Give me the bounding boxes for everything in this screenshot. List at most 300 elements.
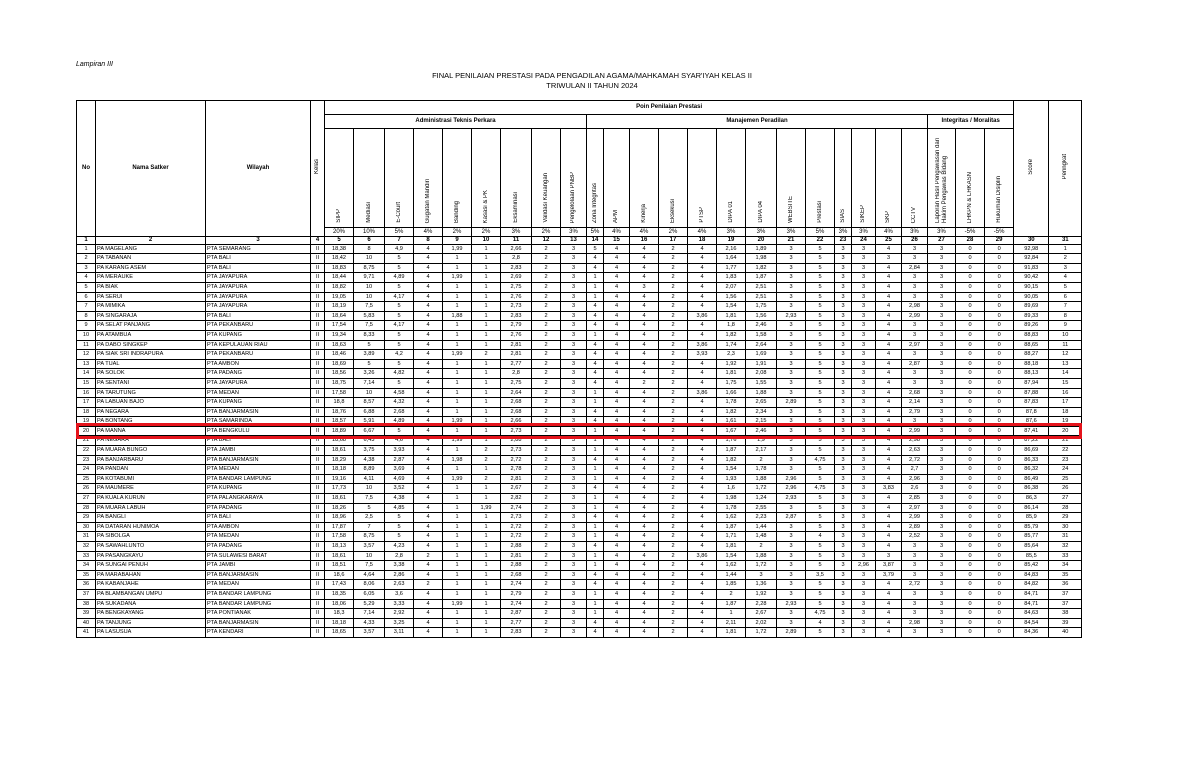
criteria-value: 3 bbox=[561, 494, 587, 504]
satker-name: PA SINGARAJA bbox=[96, 311, 206, 321]
criteria-value: 4 bbox=[604, 474, 630, 484]
criteria-value: 4 bbox=[414, 263, 443, 273]
criteria-value: 1 bbox=[472, 599, 501, 609]
score: 86,32 bbox=[1014, 465, 1049, 475]
criteria-value: 4 bbox=[688, 398, 717, 408]
criteria-value: 2,65 bbox=[746, 398, 777, 408]
criteria-header: WEBSITE bbox=[777, 129, 806, 228]
criteria-value: 19,05 bbox=[325, 292, 354, 302]
criteria-value: 0 bbox=[956, 388, 985, 398]
criteria-value: 5 bbox=[385, 340, 414, 350]
wilayah: PTA PEKANBARU bbox=[206, 321, 311, 331]
criteria-value: 3 bbox=[561, 513, 587, 523]
criteria-value: 2,77 bbox=[501, 618, 532, 628]
criteria-value: 1,99 bbox=[472, 503, 501, 513]
criteria-value: 4 bbox=[414, 609, 443, 619]
criteria-value: 4 bbox=[688, 561, 717, 571]
kelas: II bbox=[311, 599, 325, 609]
criteria-value: 2,51 bbox=[746, 282, 777, 292]
criteria-value: 3 bbox=[561, 532, 587, 542]
criteria-value: 2 bbox=[659, 446, 688, 456]
criteria-value: 1,75 bbox=[717, 378, 746, 388]
criteria-value: 2,66 bbox=[501, 244, 532, 254]
wilayah: PTA PADANG bbox=[206, 542, 311, 552]
criteria-value: 3 bbox=[777, 503, 806, 513]
criteria-value: 1 bbox=[587, 532, 604, 542]
criteria-value: 3 bbox=[928, 580, 956, 590]
criteria-value: 2 bbox=[532, 589, 561, 599]
criteria-value: 1,87 bbox=[746, 273, 777, 283]
criteria-value: 2 bbox=[532, 263, 561, 273]
criteria-value: 7,5 bbox=[354, 302, 385, 312]
criteria-header: Mediasi bbox=[354, 129, 385, 228]
criteria-value: 18,46 bbox=[325, 350, 354, 360]
criteria-value: 3 bbox=[835, 426, 852, 436]
criteria-value: 4 bbox=[604, 609, 630, 619]
criteria-value: 4 bbox=[414, 369, 443, 379]
criteria-value: 3 bbox=[777, 561, 806, 571]
criteria-value: 3 bbox=[928, 263, 956, 273]
criteria-value: 4 bbox=[414, 455, 443, 465]
kelas: II bbox=[311, 628, 325, 638]
criteria-value: 3 bbox=[835, 551, 852, 561]
criteria-value: 3 bbox=[852, 446, 876, 456]
criteria-value: 2,86 bbox=[385, 570, 414, 580]
criteria-value: 2,16 bbox=[717, 244, 746, 254]
peringkat: 12 bbox=[1049, 350, 1082, 360]
satker-name: PA MAGELANG bbox=[96, 244, 206, 254]
criteria-value: 3,86 bbox=[688, 551, 717, 561]
criteria-value: 3 bbox=[777, 551, 806, 561]
criteria-value: 1 bbox=[443, 388, 472, 398]
criteria-value: 4 bbox=[604, 398, 630, 408]
criteria-value: 4 bbox=[587, 350, 604, 360]
criteria-value: 3 bbox=[852, 580, 876, 590]
criteria-value: 0 bbox=[956, 244, 985, 254]
peringkat: 11 bbox=[1049, 340, 1082, 350]
criteria-value: 4 bbox=[414, 532, 443, 542]
header-group-integritas: Integritas / Moralitas bbox=[928, 115, 1014, 129]
criteria-value: 3 bbox=[928, 321, 956, 331]
peringkat: 8 bbox=[1049, 311, 1082, 321]
criteria-value: 4 bbox=[604, 599, 630, 609]
criteria-value: 4 bbox=[604, 350, 630, 360]
criteria-value: 1 bbox=[443, 292, 472, 302]
criteria-value: 18,57 bbox=[325, 417, 354, 427]
criteria-value: 1 bbox=[443, 628, 472, 638]
criteria-value: 1,9 bbox=[746, 436, 777, 446]
criteria-value: 10 bbox=[354, 282, 385, 292]
criteria-value: 3 bbox=[777, 609, 806, 619]
criteria-value: 3 bbox=[852, 532, 876, 542]
criteria-value: 3 bbox=[561, 503, 587, 513]
criteria-value: 4,38 bbox=[354, 455, 385, 465]
wilayah: PTA JAMBI bbox=[206, 561, 311, 571]
criteria-value: 0 bbox=[985, 302, 1014, 312]
header-nama-satker: Nama Satker bbox=[96, 101, 206, 237]
header-wilayah: Wilayah bbox=[206, 101, 311, 237]
criteria-value: 2 bbox=[532, 484, 561, 494]
criteria-value: 3 bbox=[561, 417, 587, 427]
criteria-value: 2 bbox=[717, 589, 746, 599]
criteria-value: 2,74 bbox=[501, 599, 532, 609]
criteria-value: 3 bbox=[777, 330, 806, 340]
criteria-value: 3 bbox=[835, 561, 852, 571]
row-number: 18 bbox=[77, 407, 96, 417]
criteria-value: 2 bbox=[532, 273, 561, 283]
criteria-value: 3 bbox=[561, 340, 587, 350]
criteria-value: 0 bbox=[956, 484, 985, 494]
criteria-value: 5 bbox=[806, 407, 835, 417]
criteria-value: 3 bbox=[777, 465, 806, 475]
kelas: II bbox=[311, 417, 325, 427]
criteria-value: 3 bbox=[835, 282, 852, 292]
satker-name: PA TABANAN bbox=[96, 254, 206, 264]
criteria-value: 5 bbox=[806, 282, 835, 292]
criteria-value: 4 bbox=[876, 494, 902, 504]
criteria-value: 4 bbox=[876, 350, 902, 360]
col-number: 12 bbox=[532, 236, 561, 244]
criteria-value: 2,51 bbox=[746, 292, 777, 302]
table-row bbox=[77, 570, 1082, 580]
criteria-value: 4 bbox=[604, 561, 630, 571]
criteria-value: 4 bbox=[414, 446, 443, 456]
criteria-value: 2,96 bbox=[902, 474, 928, 484]
criteria-value: 2,81 bbox=[501, 340, 532, 350]
wilayah: PTA PADANG bbox=[206, 369, 311, 379]
criteria-value: 2,75 bbox=[501, 282, 532, 292]
criteria-value: 4 bbox=[630, 494, 659, 504]
row-number: 10 bbox=[77, 330, 96, 340]
criteria-value: 3 bbox=[561, 580, 587, 590]
criteria-value: 1 bbox=[472, 589, 501, 599]
criteria-value: 4,6 bbox=[385, 436, 414, 446]
criteria-weight: -5% bbox=[985, 227, 1014, 236]
criteria-value: 4 bbox=[630, 618, 659, 628]
criteria-value: 1,88 bbox=[746, 551, 777, 561]
criteria-value: 1 bbox=[472, 273, 501, 283]
criteria-value: 4 bbox=[414, 244, 443, 254]
criteria-value: 2,64 bbox=[746, 340, 777, 350]
criteria-value: 2 bbox=[532, 618, 561, 628]
criteria-value: 3 bbox=[928, 503, 956, 513]
criteria-value: 4 bbox=[604, 378, 630, 388]
criteria-value: 4 bbox=[414, 484, 443, 494]
criteria-value: 3 bbox=[928, 551, 956, 561]
criteria-value: 3 bbox=[902, 292, 928, 302]
criteria-value: 2,5 bbox=[354, 513, 385, 523]
criteria-value: 2,87 bbox=[501, 609, 532, 619]
criteria-value: 3 bbox=[928, 244, 956, 254]
criteria-value: 3 bbox=[928, 426, 956, 436]
criteria-value: 0 bbox=[956, 398, 985, 408]
criteria-value: 2 bbox=[532, 340, 561, 350]
satker-name: PA BANGLI bbox=[96, 513, 206, 523]
criteria-value: 18,83 bbox=[325, 263, 354, 273]
criteria-value: 2,79 bbox=[501, 589, 532, 599]
criteria-value: 4 bbox=[688, 369, 717, 379]
criteria-value: 4 bbox=[688, 436, 717, 446]
criteria-value: 1,72 bbox=[746, 628, 777, 638]
criteria-value: 4 bbox=[630, 513, 659, 523]
criteria-value: 0 bbox=[985, 542, 1014, 552]
criteria-value: 2,79 bbox=[902, 407, 928, 417]
criteria-value: 5 bbox=[806, 292, 835, 302]
wilayah: PTA BANJARMASIN bbox=[206, 455, 311, 465]
criteria-value: 1 bbox=[587, 551, 604, 561]
criteria-value: 4 bbox=[688, 244, 717, 254]
criteria-value: 3 bbox=[777, 273, 806, 283]
satker-name: PA MARABAHAN bbox=[96, 570, 206, 580]
criteria-value: 3 bbox=[777, 369, 806, 379]
criteria-value: 4,75 bbox=[806, 455, 835, 465]
criteria-value: 0 bbox=[956, 551, 985, 561]
criteria-value: 3 bbox=[928, 359, 956, 369]
criteria-value: 2,7 bbox=[902, 465, 928, 475]
criteria-value: 2 bbox=[659, 369, 688, 379]
criteria-value: 18,29 bbox=[325, 455, 354, 465]
col-number: 11 bbox=[501, 236, 532, 244]
criteria-value: 1 bbox=[443, 359, 472, 369]
criteria-value: 1 bbox=[472, 244, 501, 254]
satker-name: PA TANJUNG bbox=[96, 618, 206, 628]
criteria-value: 0 bbox=[985, 292, 1014, 302]
criteria-value: 2 bbox=[532, 330, 561, 340]
criteria-value: 6,05 bbox=[354, 589, 385, 599]
criteria-value: 4 bbox=[414, 292, 443, 302]
criteria-value: 8,57 bbox=[354, 398, 385, 408]
criteria-value: 3 bbox=[928, 532, 956, 542]
criteria-value: 1 bbox=[472, 302, 501, 312]
criteria-value: 4 bbox=[414, 321, 443, 331]
criteria-header: DIPA 04 bbox=[746, 129, 777, 228]
criteria-value: 4 bbox=[876, 599, 902, 609]
row-number: 12 bbox=[77, 350, 96, 360]
criteria-value: 2,63 bbox=[385, 580, 414, 590]
criteria-value: 3 bbox=[852, 340, 876, 350]
criteria-value: 3 bbox=[928, 273, 956, 283]
col-number: 9 bbox=[443, 236, 472, 244]
criteria-value: 2 bbox=[659, 330, 688, 340]
criteria-value: 1 bbox=[587, 292, 604, 302]
criteria-value: 2 bbox=[532, 254, 561, 264]
peringkat: 34 bbox=[1049, 561, 1082, 571]
criteria-value: 2 bbox=[472, 446, 501, 456]
criteria-value: 3 bbox=[777, 570, 806, 580]
criteria-value: 3 bbox=[902, 273, 928, 283]
col-number: 18 bbox=[688, 236, 717, 244]
criteria-value: 3 bbox=[852, 551, 876, 561]
criteria-value: 4 bbox=[688, 542, 717, 552]
criteria-value: 3 bbox=[835, 474, 852, 484]
score: 85,64 bbox=[1014, 542, 1049, 552]
criteria-value: 2,89 bbox=[902, 522, 928, 532]
criteria-value: 4 bbox=[876, 273, 902, 283]
criteria-value: 2,99 bbox=[902, 513, 928, 523]
satker-name: PA BLAMBANGAN UMPU bbox=[96, 589, 206, 599]
criteria-value: 5 bbox=[806, 311, 835, 321]
row-number: 2 bbox=[77, 254, 96, 264]
criteria-value: 1 bbox=[472, 465, 501, 475]
peringkat: 9 bbox=[1049, 321, 1082, 331]
criteria-value: 2,52 bbox=[902, 532, 928, 542]
criteria-value: 3 bbox=[928, 618, 956, 628]
criteria-value: 1 bbox=[472, 522, 501, 532]
criteria-value: 0 bbox=[956, 292, 985, 302]
kelas: II bbox=[311, 551, 325, 561]
peringkat: 5 bbox=[1049, 282, 1082, 292]
criteria-value: 4 bbox=[604, 455, 630, 465]
criteria-value: 5 bbox=[385, 302, 414, 312]
criteria-value: 3 bbox=[777, 359, 806, 369]
criteria-value: 3 bbox=[561, 570, 587, 580]
criteria-value: 3 bbox=[561, 484, 587, 494]
score: 92,98 bbox=[1014, 244, 1049, 254]
criteria-value: 3,75 bbox=[354, 446, 385, 456]
criteria-value: 4,58 bbox=[385, 388, 414, 398]
criteria-value: 2,87 bbox=[777, 513, 806, 523]
criteria-value: 4,11 bbox=[354, 474, 385, 484]
criteria-value: 3 bbox=[561, 561, 587, 571]
criteria-value: 3 bbox=[928, 388, 956, 398]
criteria-value: 2,72 bbox=[501, 522, 532, 532]
col-number: 29 bbox=[985, 236, 1014, 244]
criteria-value: 1,54 bbox=[717, 551, 746, 561]
criteria-header: LHKPN & LHKASN bbox=[956, 129, 985, 228]
criteria-value: 2,77 bbox=[501, 359, 532, 369]
row-number: 31 bbox=[77, 532, 96, 542]
criteria-value: 3 bbox=[928, 609, 956, 619]
kelas: II bbox=[311, 503, 325, 513]
satker-name: PA BONTANG bbox=[96, 417, 206, 427]
criteria-value: 5 bbox=[385, 513, 414, 523]
score: 85,79 bbox=[1014, 522, 1049, 532]
criteria-value: 3 bbox=[835, 254, 852, 264]
criteria-value: 1 bbox=[472, 609, 501, 619]
criteria-value: 1,99 bbox=[443, 474, 472, 484]
criteria-value: 3 bbox=[561, 378, 587, 388]
criteria-value: 4 bbox=[587, 628, 604, 638]
criteria-value: 6,43 bbox=[354, 436, 385, 446]
criteria-value: 10 bbox=[354, 292, 385, 302]
criteria-value: 4 bbox=[587, 407, 604, 417]
criteria-value: 1,81 bbox=[717, 369, 746, 379]
table-row bbox=[77, 484, 1082, 494]
score: 89,26 bbox=[1014, 321, 1049, 331]
peringkat: 13 bbox=[1049, 359, 1082, 369]
criteria-value: 4 bbox=[604, 589, 630, 599]
table-row bbox=[77, 378, 1082, 388]
wilayah: PTA PADANG bbox=[206, 503, 311, 513]
criteria-value: 3 bbox=[852, 618, 876, 628]
kelas: II bbox=[311, 561, 325, 571]
criteria-value: 3 bbox=[561, 273, 587, 283]
criteria-value: 3,6 bbox=[385, 589, 414, 599]
criteria-value: 4 bbox=[688, 474, 717, 484]
table-row bbox=[77, 273, 1082, 283]
satker-name: PA PANDAN bbox=[96, 465, 206, 475]
score: 84,71 bbox=[1014, 599, 1049, 609]
criteria-value: 10 bbox=[354, 551, 385, 561]
criteria-value: 4 bbox=[630, 254, 659, 264]
criteria-value: 3 bbox=[835, 532, 852, 542]
criteria-value: 5 bbox=[806, 398, 835, 408]
criteria-value: 1 bbox=[472, 388, 501, 398]
criteria-value: 3 bbox=[746, 570, 777, 580]
criteria-value: 3 bbox=[902, 589, 928, 599]
criteria-value: 2,6 bbox=[902, 484, 928, 494]
table-row bbox=[77, 542, 1082, 552]
criteria-value: 3 bbox=[852, 494, 876, 504]
criteria-value: 1,74 bbox=[717, 340, 746, 350]
criteria-value: 3 bbox=[928, 302, 956, 312]
kelas: II bbox=[311, 513, 325, 523]
criteria-value: 4 bbox=[630, 561, 659, 571]
criteria-value: 3 bbox=[835, 302, 852, 312]
criteria-value: 3 bbox=[902, 417, 928, 427]
criteria-value: 4 bbox=[587, 417, 604, 427]
score: 90,05 bbox=[1014, 292, 1049, 302]
criteria-value: 19,16 bbox=[325, 474, 354, 484]
criteria-value: 1 bbox=[472, 369, 501, 379]
criteria-value: 0 bbox=[956, 340, 985, 350]
criteria-value: 18,6 bbox=[325, 570, 354, 580]
criteria-value: 4 bbox=[630, 273, 659, 283]
criteria-value: 4 bbox=[604, 263, 630, 273]
criteria-value: 1 bbox=[587, 446, 604, 456]
criteria-value: 1 bbox=[443, 589, 472, 599]
kelas: II bbox=[311, 321, 325, 331]
criteria-value: 3 bbox=[777, 542, 806, 552]
criteria-value: 4 bbox=[630, 522, 659, 532]
criteria-value: 3 bbox=[928, 599, 956, 609]
criteria-value: 0 bbox=[956, 503, 985, 513]
criteria-value: 4 bbox=[688, 532, 717, 542]
criteria-value: 1,89 bbox=[746, 244, 777, 254]
criteria-value: 1,91 bbox=[746, 359, 777, 369]
criteria-value: 2 bbox=[532, 513, 561, 523]
criteria-value: 0 bbox=[956, 282, 985, 292]
criteria-value: 3 bbox=[928, 474, 956, 484]
kelas: II bbox=[311, 542, 325, 552]
criteria-value: 3 bbox=[777, 350, 806, 360]
criteria-value: 3 bbox=[928, 522, 956, 532]
criteria-value: 2 bbox=[532, 350, 561, 360]
criteria-value: 3 bbox=[852, 426, 876, 436]
criteria-value: 1,62 bbox=[717, 561, 746, 571]
criteria-value: 3,93 bbox=[385, 446, 414, 456]
table-row bbox=[77, 436, 1082, 446]
criteria-value: 1,78 bbox=[717, 398, 746, 408]
criteria-value: 0 bbox=[956, 436, 985, 446]
criteria-value: 3 bbox=[835, 398, 852, 408]
criteria-value: 3 bbox=[852, 522, 876, 532]
criteria-value: 0 bbox=[956, 609, 985, 619]
criteria-value: 3 bbox=[852, 263, 876, 273]
kelas: II bbox=[311, 426, 325, 436]
score: 86,33 bbox=[1014, 455, 1049, 465]
satker-name: PA DABO SINGKEP bbox=[96, 340, 206, 350]
criteria-value: 4 bbox=[604, 273, 630, 283]
criteria-value: 4 bbox=[876, 513, 902, 523]
criteria-value: 3 bbox=[835, 580, 852, 590]
criteria-header: Kinerja bbox=[630, 129, 659, 228]
table-row bbox=[77, 551, 1082, 561]
criteria-value: 3 bbox=[852, 254, 876, 264]
criteria-value: 4 bbox=[630, 551, 659, 561]
criteria-value: 1,54 bbox=[717, 302, 746, 312]
criteria-value: 0 bbox=[956, 407, 985, 417]
